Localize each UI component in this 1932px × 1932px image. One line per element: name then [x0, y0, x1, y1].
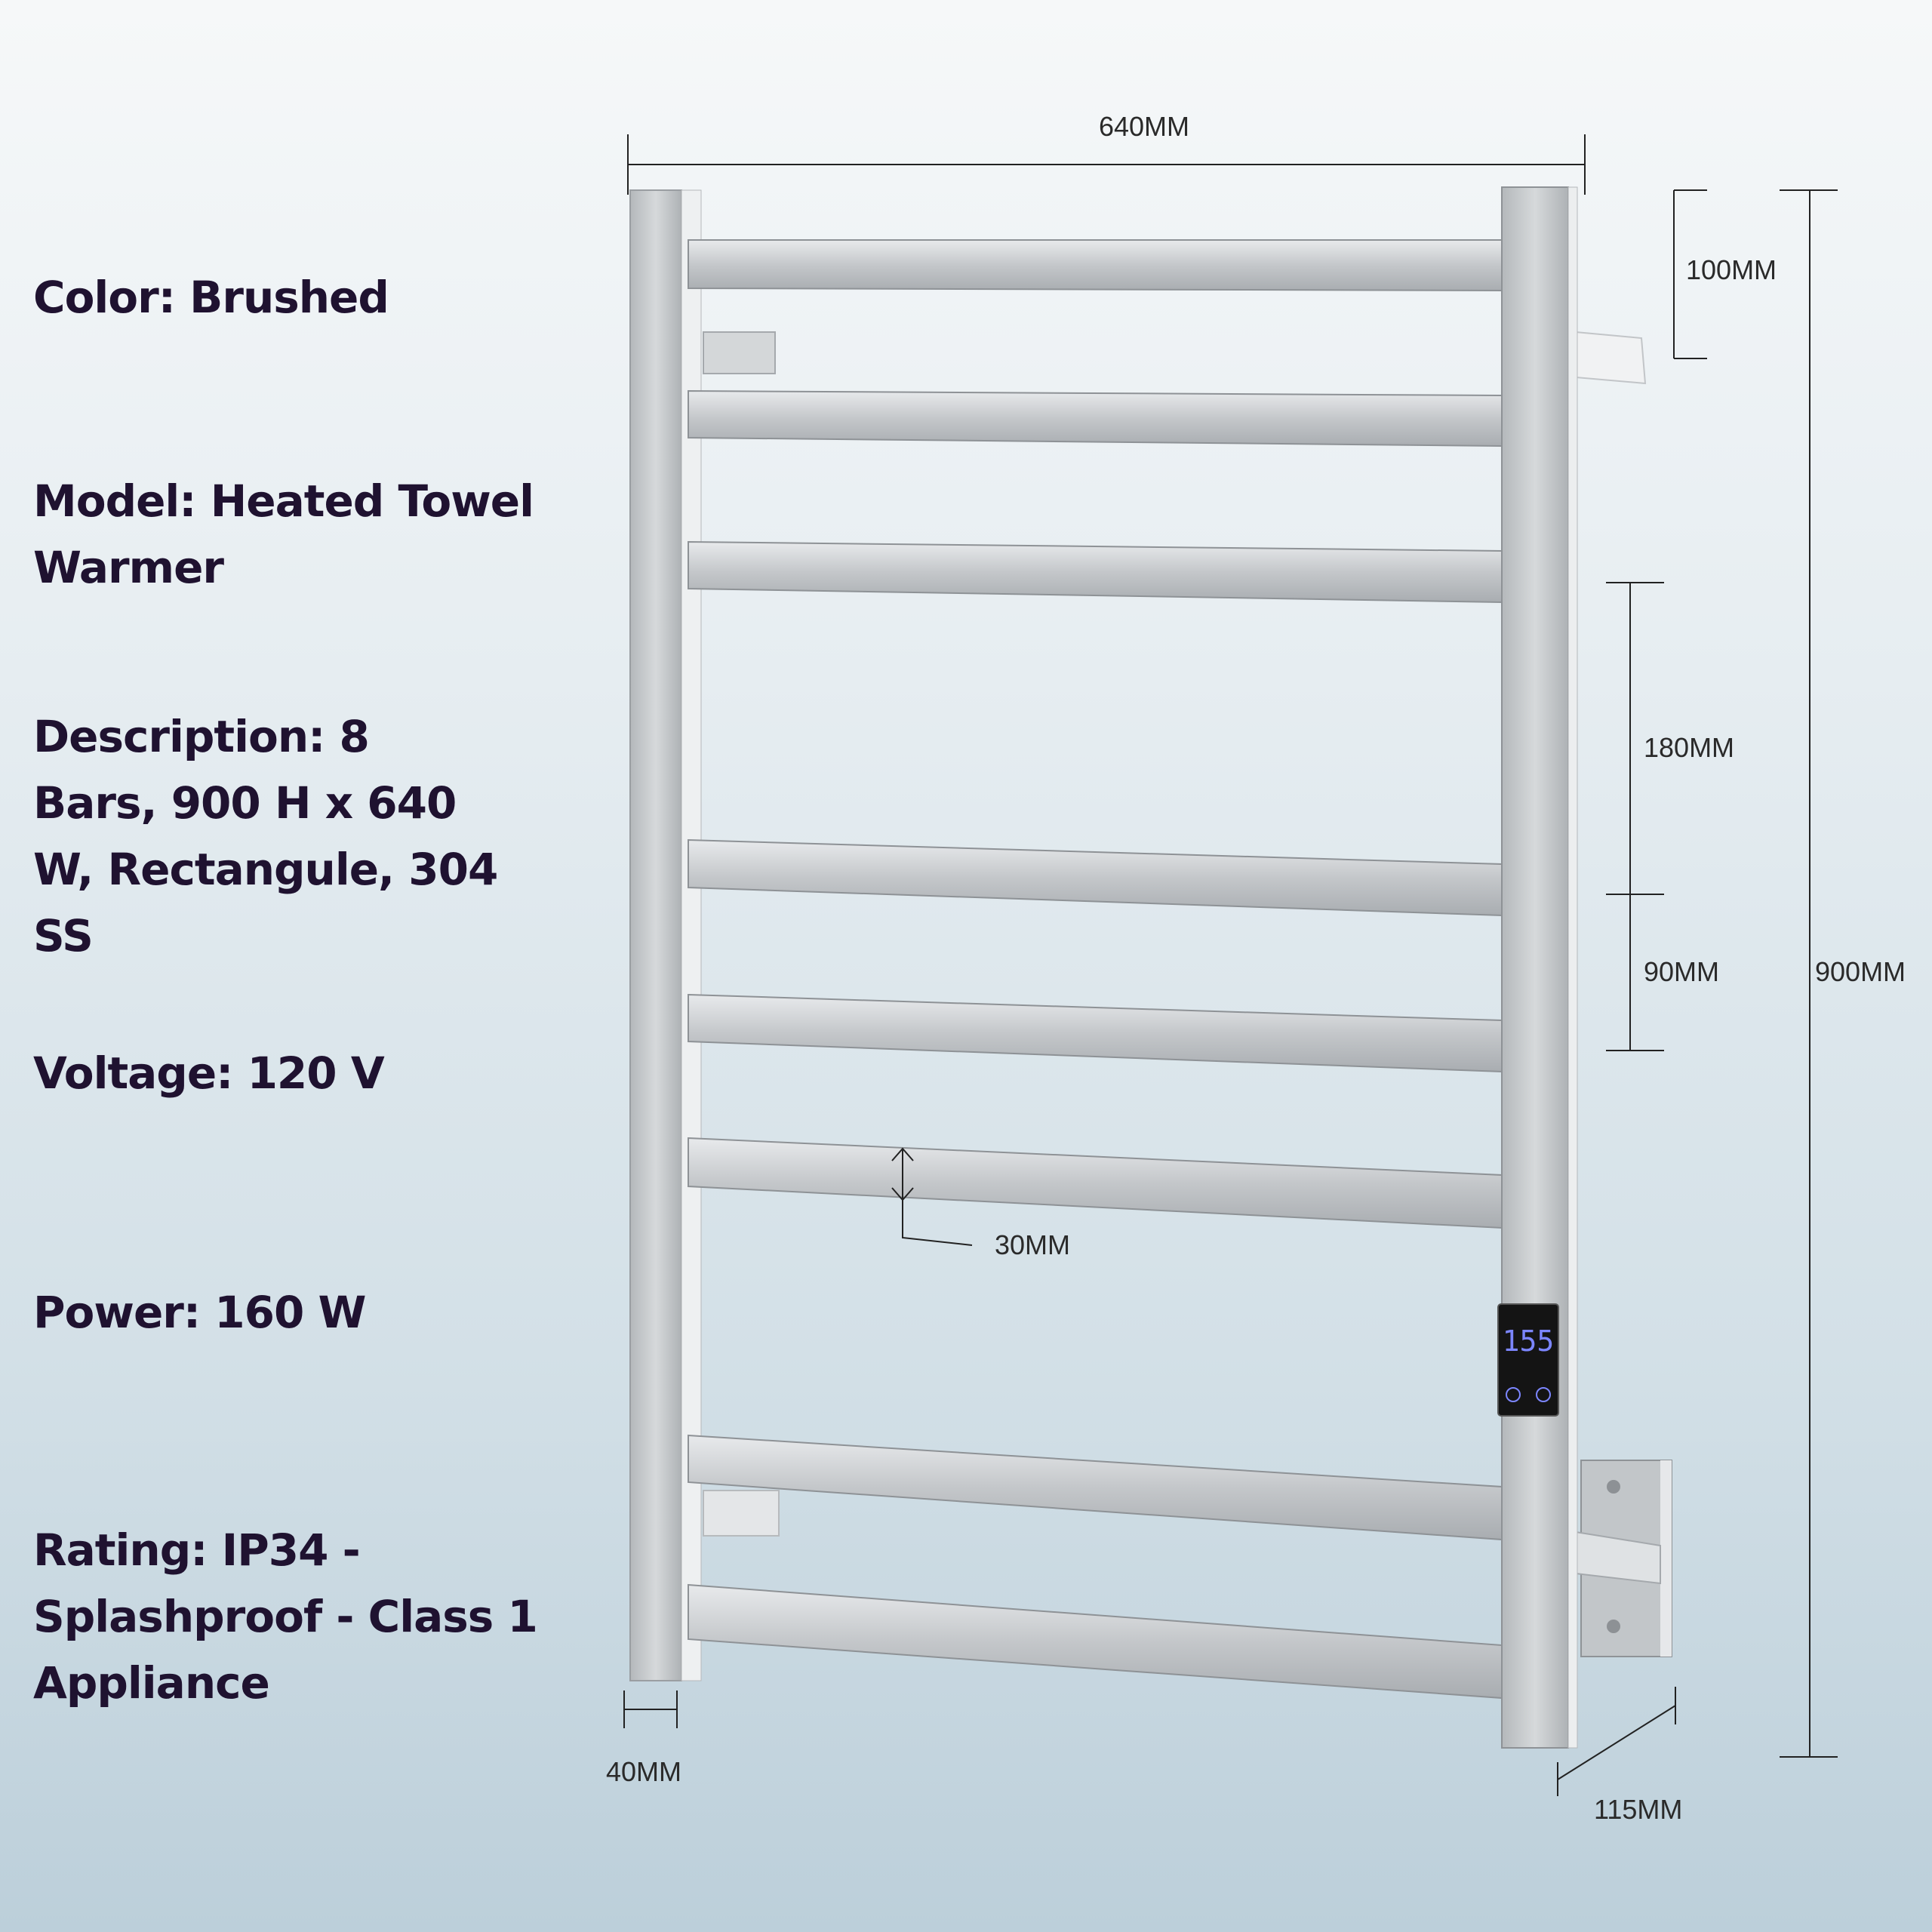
wall-plate	[1576, 1460, 1672, 1657]
spec-description-value: 8 Bars, 900 H x 640 W, Rectangule, 304 SS	[33, 711, 498, 961]
left-bracket-bottom	[703, 1491, 779, 1536]
right-bracket-top	[1576, 332, 1645, 383]
spec-rating-label: Rating:	[33, 1524, 208, 1576]
towel-bar	[688, 542, 1502, 602]
towel-bars	[688, 240, 1502, 1698]
spec-model-value: Heated Towel Warmer	[33, 475, 534, 593]
dim-bar-gap-label: 90MM	[1644, 956, 1720, 987]
spec-power-label: Power:	[33, 1287, 201, 1338]
spec-rating-value: IP34 - Splashproof - Class 1 Appliance	[33, 1524, 537, 1709]
spec-voltage-label: Voltage:	[33, 1048, 233, 1099]
spec-color-label: Color:	[33, 272, 175, 323]
right-post	[1502, 187, 1577, 1748]
dim-bar-spacing-label: 180MM	[1644, 732, 1735, 763]
spec-color-value: Brushed	[189, 272, 389, 323]
dim-height-label: 900MM	[1815, 956, 1906, 987]
spec-description-label: Description:	[33, 711, 325, 762]
towel-bar	[688, 240, 1502, 291]
controller-display: 155	[1502, 1324, 1555, 1358]
towel-bar	[688, 840, 1502, 915]
spec-voltage-value: 120 V	[247, 1048, 384, 1099]
towel-bar	[688, 1585, 1502, 1698]
dim-bar-height-label: 30MM	[995, 1229, 1071, 1260]
spec-model-label: Model:	[33, 475, 196, 527]
dim-width-label: 640MM	[1098, 111, 1190, 142]
dim-post-width-label: 40MM	[606, 1756, 682, 1787]
controller-panel	[1498, 1304, 1558, 1416]
left-bracket-top	[703, 332, 775, 374]
towel-bar	[688, 1138, 1502, 1228]
dim-top-offset-label: 100MM	[1686, 254, 1777, 285]
towel-bar	[688, 391, 1502, 446]
dim-depth-label: 115MM	[1594, 1794, 1683, 1825]
towel-bar	[688, 1435, 1502, 1540]
spec-power-value: 160 W	[214, 1287, 366, 1338]
towel-bar	[688, 995, 1502, 1072]
